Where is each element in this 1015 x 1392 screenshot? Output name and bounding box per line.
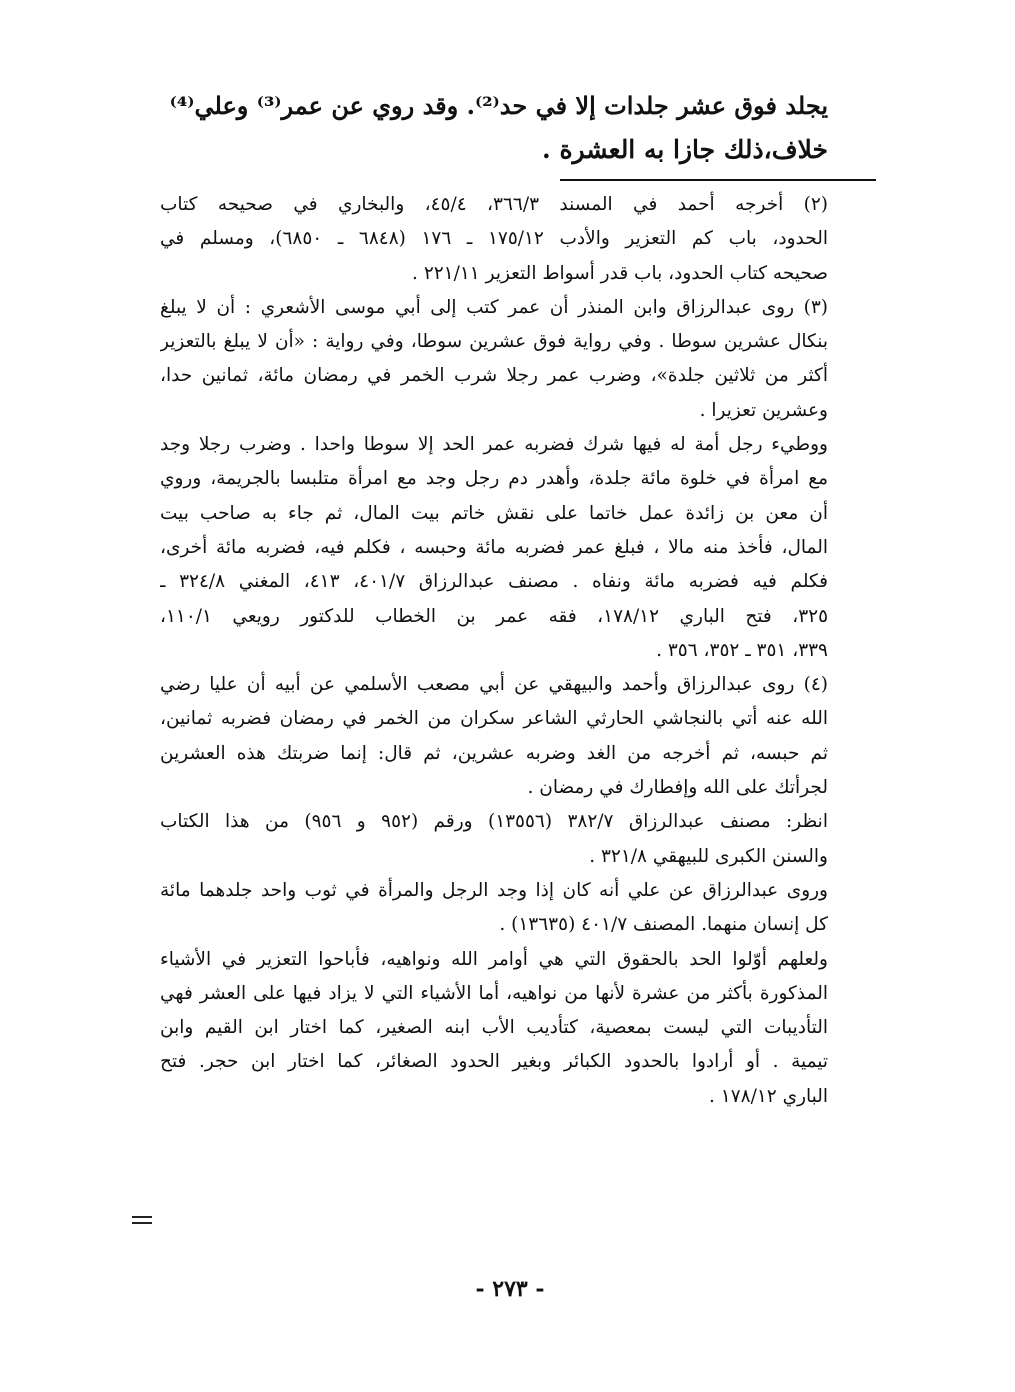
footnote-line: فكلم فيه فضربه مائة ونفاه . مصنف عبدالرزاق ٤٠١/٧، ٤١٣، المغني ٣٢٤/٨ ـ [160,571,828,593]
footnote-line: والسنن الكبرى للبيهقي ٣٢١/٨ . [589,845,828,867]
footnote-line: بنكال عشرين سوطا . وفي رواية فوق عشرين سوطا، وفي رواية : «أن لا يبلغ بالتعزير [160,331,828,353]
footnotes-block [160,188,828,1114]
footnote-line: ٣٣٩، ٣٥١ ـ ٣٥٢، ٣٥٦ . [656,639,828,661]
footnote-line: أكثر من ثلاثين جلدة»، وضرب عمر رجلا شرب الخمر في رمضان مائة، ثمانين حدا، [160,365,828,387]
footnote-line: ثم حبسه، ثم أخرجه من الغد وضربه عشرين، ثم قال: إنما ضربتك هذه العشرين [160,742,828,764]
footnote-line: ووطيء رجل أمة له فيها شرك فضربه عمر الحد إلا سوطا واحدا . وضرب رجلا وجد [160,434,828,456]
footnote-line: التأديبات التي ليست بمعصية، كتأديب الأب ابنه الصغير، كما اختار ابن القيم وابن [160,1017,828,1039]
footnote-separator [560,179,876,181]
footnote-3 [160,291,828,428]
footnote-line: أن معن بن زائدة عمل خاتما على نقش خاتم بيت المال، ثم جاء به صاحب بيت [160,502,828,524]
footnote-line: ولعلهم أوّلوا الحد بالحقوق التي هي أوامر الله ونواهيه، فأباحوا التعزير في الأشياء [160,948,828,970]
main-text-line-1: يجلد فوق عشر جلدات إلا في حد⁽²⁾. وقد روي عن عمر⁽³⁾ وعلي⁽⁴⁾ [169,91,828,120]
footnote-4-commentary [160,943,828,1114]
footnote-line: صحيحه كتاب الحدود، باب قدر أسواط التعزير ٢٢١/١١ . [412,262,828,284]
footnote-line: (٢) أخرجه أحمد في المسند ٣٦٦/٣، ٤٥/٤، والبخاري في صحيحه كتاب [160,194,828,215]
footnote-line: الله عنه أتي بالنجاشي الحارثي الشاعر سكران من الخمر في رمضان فضربه ثمانين، [160,708,828,730]
main-text-line-2: خلاف،ذلك جازا به العشرة . [542,135,828,164]
footnote-line: انظر: مصنف عبدالرزاق ٣٨٢/٧ (١٣٥٥٦) ورقم (٩٥٢ و ٩٥٦) من هذا الكتاب [160,811,828,833]
footnote-line: المذكورة بأكثر من عشرة لأنها من نواهيه، أما الأشياء التي لا يزاد فيها على العشر فهي [160,982,828,1004]
footnote-4 [160,668,828,805]
footnote-line: المال، فأخذ منه مالا ، فبلغ عمر فضربه مائة وحبسه ، فكلم فيه، فضربه مائة أخرى، [160,536,828,558]
footnote-line: ٣٢٥، فتح الباري ١٧٨/١٢، فقه عمر بن الخطاب للدكتور رويعي ١١٠/١، [160,605,828,627]
footnote-line: الباري ١٧٨/١٢ . [709,1085,828,1107]
footnote-2 [160,188,828,291]
footnote-line: وعشرين تعزيرا . [699,399,828,421]
footnote-3-continued [160,428,828,668]
footnote-line: مع امرأة في خلوة مائة جلدة، وأهدر دم رجل وجد مع امرأة متلبسا بالجريمة، وروي [160,468,828,490]
footnote-line: وروى عبدالرزاق عن علي أنه كان إذا وجد الرجل والمرأة في ثوب واحد جلدهما مائة [160,879,828,901]
footnote-line: (٣) روى عبدالرزاق وابن المنذر أن عمر كتب إلى أبي موسى الأشعري : أن لا يبلغ [160,296,828,318]
margin-mark [132,1216,152,1224]
footnote-line: تيمية . أو أرادوا بالحدود الكبائر وبغير الحدود الصغائر، كما اختار ابن حجر. فتح [160,1051,828,1073]
footnote-line: كل إنسان منهما. المصنف ٤٠١/٧ (١٣٦٣٥) . [499,914,828,936]
footnote-4-narration [160,874,828,943]
footnote-line: الحدود، باب كم التعزير والأدب ١٧٥/١٢ ـ ١٧٦ (٦٨٤٨ ـ ٦٨٥٠)، ومسلم في [160,228,828,250]
footnote-line: (٤) روى عبدالرزاق وأحمد والبيهقي عن أبي مصعب الأسلمي عن أبيه أن عليا رضي [160,674,828,696]
page-number: - ٢٧٣ - [475,1276,545,1302]
footnote-line: لجرأتك على الله وإفطارك في رمضان . [527,777,828,799]
footnote-4-reference [160,805,828,874]
main-text-block [160,84,828,172]
